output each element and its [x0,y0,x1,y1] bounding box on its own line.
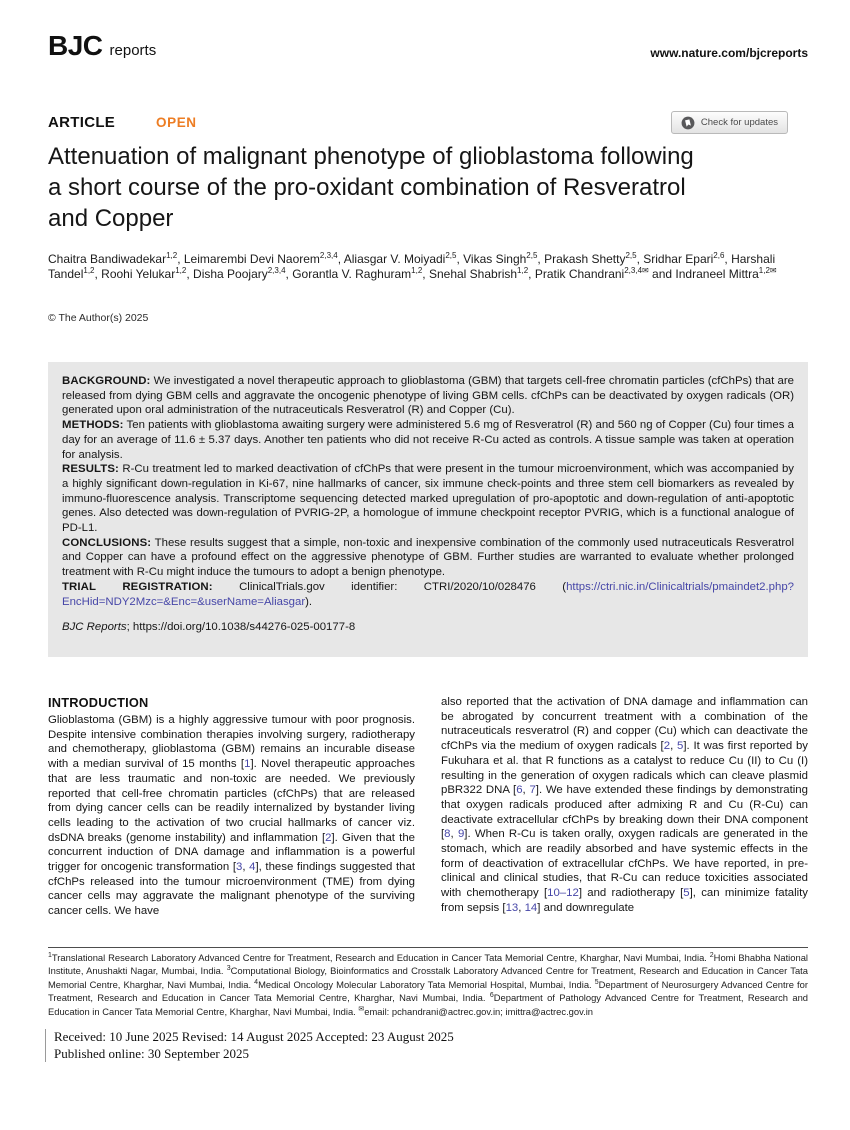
citation-link[interactable]: 10–12 [547,887,579,900]
author-list: Chaitra Bandiwadekar$^{1,2}$, Leimarembi Devi Naorem$^{2,3,4}$, Aliasgar V. Moiyadi$^{2,5}$, Vikas Singh$^{2,5}$, Prakash Shetty$^{2,5}$, Sridhar Epari$^{2,6}$, Harshali Tandel$^{1,2}$, Roohi Yelukar$^{1,2}$, Disha Poojary$^{2,3,4}$, Gorantla V. Raghuram$^{1,2}$, Snehal Shabrish$^{1,2}$, Pratik Chandrani$^{2,3,4✉}$ and Indraneel Mittra$^{1,2✉}$ [48,251,777,281]
abstract-section [62,374,794,418]
citation-link[interactable]: 5 [683,887,690,900]
citation-link[interactable]: 5 [677,740,684,753]
author-affiliation-sup: 1,2 [411,266,423,275]
author-name: Roohi Yelukar [101,267,176,281]
citation-line [62,620,794,635]
introduction-section [48,695,808,919]
text-segment: ], can minimize fatality from sepsis [ [441,887,808,914]
text-segment: ]. We have extended these findings by demonstrating that oxygen radicals produced after admixing R and Cu (R-Cu) can deactivate extracellular cfChPs by breaking down their DNA component [ [441,784,808,841]
text-segment: These results suggest that a simple, non-toxic and inexpensive combination of the commonly used nutraceuticals Resveratrol and Copper can have a profound effect on the aggressive phenotype of GBM. Further studies are warranted to evaluate whether prolonged treatment with R-Cu might induce the tumours to adopt a benign phenotype. [62,536,794,579]
citation-link[interactable]: 13 [505,901,519,914]
citation-link[interactable]: https://ctri.nic.in/Clinicaltrials/pmaindet2.php?EncHid=NDY2Mzc=&Enc=&userName=Aliasgar [62,580,794,608]
footnote-divider [48,947,808,948]
author-affiliation-sup: 1,2 [175,266,187,275]
email-icon[interactable]: ✉ [642,266,649,275]
text-segment: , [450,828,458,841]
text-segment: ). [305,595,313,608]
abstract-section-label: BACKGROUND: [62,375,151,387]
text-segment: ]. When R-Cu is taken orally, oxygen radicals are generated in the stomach, which are readily absorbed and have systemic effects in the form of deactivation of extracellular cfChPs. We have reported, in pre-clinical and clinical studies, that R-Cu can reduce toxicities associated with chemotherapy [ [441,828,808,900]
superscript: 6 [489,992,494,1000]
dates-block [45,1029,454,1062]
author-affiliation-sup: 2,6 [713,251,725,260]
author-affiliation-sup: 2,5 [526,251,538,260]
superscript: 4 [254,978,259,986]
text-segment: Homi Bhabha National Institute, Anushakti Nagar, Mumbai, India. [48,952,808,977]
title-line: a short course of the pro-oxidant combination of Resveratrol [48,174,686,201]
author-affiliation-sup: 2,5 [625,251,637,260]
intro-paragraph-left [48,713,415,919]
check-updates-label: Check for updates [700,117,778,128]
author-name: Prakash Shetty [544,252,626,266]
citation-link[interactable]: 3 [235,861,243,874]
abstract-section [62,536,794,580]
copyright-notice: © The Author(s) 2025 [48,312,149,324]
site-url-link[interactable]: www.nature.com/bjcreports [650,46,808,60]
crossmark-icon [681,116,695,130]
published-date: Published online: 30 September 2025 [54,1045,249,1061]
author-name: Gorantla V. Raghuram [292,267,412,281]
text-segment: ]. It was first reported by Fukuhara et al. that R functions as a catalyst to reduce Cu (II) to Cu (I) resulting in the generation of oxygen radicals which can cleave plasmid pBR322 DNA [ [441,740,808,797]
abstract-section [62,418,794,462]
intro-left-column [48,695,415,919]
author-affiliation-sup: 2,3,4 [624,266,643,275]
author-affiliation-sup: 1,2 [758,266,770,275]
journal-logo [48,30,156,62]
email-icon[interactable]: ✉ [769,266,777,275]
author-name: Harshali Tandel [48,252,776,281]
superscript: 3 [226,965,231,973]
intro-right-column [441,695,808,919]
citation-link[interactable]: 4 [249,861,256,874]
author-name: Sridhar Epari [643,252,714,266]
text-segment: Computational Biology, Bioinformatics and Crosstalk Laboratory Advanced Centre for Treatment, Research and Education in Cancer Tata Memorial Centre, Kharghar, Navi Mumbai, India. [48,965,808,990]
email-icon: ✉ [358,1005,365,1013]
affiliation-footnotes [48,951,808,1018]
author-name: Disha Poojary [193,267,268,281]
abstract-sections [62,374,794,609]
abstract-box [48,362,808,657]
author-affiliation-sup: 1,2 [166,251,178,260]
logo-bjc-text: BJC [48,30,103,61]
text-segment: ; [500,1005,506,1017]
introduction-heading: INTRODUCTION [48,695,149,710]
article-type-label: ARTICLE [48,114,116,131]
superscript: 1 [48,951,52,959]
text-segment: ] and radiotherapy [ [578,887,684,900]
title-line: Attenuation of malignant phenotype of glioblastoma following [48,143,694,170]
email-link[interactable]: pchandrani@actrec.gov.in [391,1005,501,1017]
citation-link[interactable]: 6 [516,784,523,797]
text-segment: ], these findings suggested that cfChPs released into the tumour microenvironment (TME) from dying cancer cells may aggravate the malignant phenotype of the surviving cancer cells. We have [48,861,415,918]
text-segment: ]. Novel therapeutic approaches that are less traumatic and non-toxic are needed. We previously reported that cell-free chromatin particles (cfChPs) that are released from dying cancer cells can be readily internalized by bystander living cells leading to the activation of two crucial hallmarks of cancer viz. dsDNA breaks (genome instability) and inflammation [ [48,758,415,844]
author-name: Leimarembi Devi Naorem [183,252,320,266]
text-segment: Glioblastoma (GBM) is a highly aggressive tumour with poor prognosis. Despite intensive combination therapies involving surgery, radiotherapy and chemotherapy, glioblastoma (GBM) remains an incurable disease with a median survival of 15 months [ [48,714,415,771]
citation-link[interactable]: 8 [444,828,451,841]
text-segment: , [522,784,530,797]
article-title [48,141,694,234]
author-name: Snehal Shabrish [428,267,518,281]
citation-link[interactable]: 14 [524,901,538,914]
text-segment: Department of Pathology Advanced Centre for Treatment, Research and Education in Cancer Tata Memorial Centre, Kharghar, Navi Mumbai, India. [48,992,809,1017]
title-line: and Copper [48,205,174,232]
abstract-section-label: RESULTS: [62,463,119,476]
citation-link[interactable]: 9 [457,828,465,841]
text-segment: ] and downregulate [537,901,635,914]
text-segment: R-Cu treatment led to marked deactivation of cfChPs that were present in the tumour microenvironment, which was accompanied by a highly significant down-regulation in Ki-67, nine hallmarks of cancer, six immune check-points and three stem cell biomarkers as revealed by immuno-fluorescence analysis. Transcriptome sequencing detected marked upregulation of pro-apoptotic and down-regulation of anti-apoptotic genes. Also detected was down-regulation of PVRIG-2P, a homologue of immune checkpoint receptor PVRIG, which is a functional analogue of PD-L1. [62,463,795,535]
author-name: Pratik Chandrani [534,267,625,281]
text-segment: Translational Research Laboratory Advanced Centre for Treatment, Research and Education in Cancer Tata Memorial Centre, Kharghar, Navi Mumbai, India. [51,952,710,963]
author-affiliation-sup: 2,3,4 [319,251,338,260]
author-name: Indraneel Mittra [675,267,759,281]
author-name: Aliasgar V. Moiyadi [343,252,446,266]
superscript: 2 [709,951,714,959]
superscript: 5 [594,978,599,986]
abstract-section [62,462,794,536]
abstract-section-label: CONCLUSIONS: [62,536,152,549]
received-dates: Received: 10 June 2025 Revised: 14 August 2025 Accepted: 23 August 2025 [54,1029,454,1044]
author-affiliation-sup: 2,3,4 [267,266,286,275]
text-segment: also reported that the activation of DNA damage and inflammation can be abrogated by concurrent treatment with a combination of the nutraceuticals resveratrol (R) and copper (Cu) which can deactivate the cfChPs via the medium of oxygen radicals [ [441,696,808,753]
text-segment: , [518,901,525,914]
text-segment: email: [364,1005,392,1017]
check-for-updates-button[interactable] [671,111,788,134]
author-affiliation-sup: 1,2 [517,266,529,275]
citation-link[interactable]: 1 [244,758,251,771]
text-segment: Medical Oncology Molecular Laboratory Tata Memorial Hospital, Mumbai, India. [258,978,595,990]
citation-link[interactable]: 2 [663,740,671,753]
open-access-label: OPEN [156,115,197,130]
text-segment: BJC Reports [62,621,127,634]
abstract-section [62,580,794,609]
abstract-section-label: METHODS: [62,419,124,432]
intro-paragraph-right [441,695,808,916]
text-segment: Ten patients with glioblastoma awaiting surgery were administered 5.6 mg of Resveratrol (R) and 560 ng of Copper (Cu) four times a day for an average of 11.6 ± 5.37 days. Another ten patients who did not receive R-Cu acted as controls. A tissue sample was taken at operation for analysis. [62,419,794,461]
text-segment: ; https://doi.org/10.1038/s44276-025-00177-8 [126,621,356,634]
text-segment: ]. Given that the concurrent induction of DNA damage and inflammation is a powerful trigger for oncogenic transformation [ [48,831,416,874]
email-link[interactable]: imittra@actrec.gov.in [505,1005,593,1017]
author-name: Chaitra Bandiwadekar [48,252,167,266]
text-segment: We investigated a novel therapeutic approach to glioblastoma (GBM) that targets cell-free chromatin particles (cfChPs) that are released from dying GBM cells and aggravate the oncogenic phenotype of living GBM cells. cfChPs can be deactivated by oxygen radicals (OR) generated upon oral administration of the nutraceuticals Resveratrol (R) and Copper (Cu). [62,375,794,417]
author-affiliation-sup: 1,2 [83,266,95,275]
citation-link[interactable]: 7 [529,784,536,797]
logo-reports-text: reports [109,42,157,59]
citation-link[interactable]: 2 [325,831,332,844]
author-affiliation-sup: 2,5 [445,251,457,260]
text-segment: ClinicalTrials.gov identifier: CTRI/2020/10/028476 ( [239,580,567,593]
text-segment: , [670,740,678,753]
text-segment: , [242,861,250,874]
text-segment: Department of Neurosurgery Advanced Centre for Treatment, Research and Education in Cancer Tata Memorial Centre, Kharghar, Navi Mumbai, India. [48,978,808,1004]
abstract-section-label: TRIAL REGISTRATION: [62,580,213,593]
author-name: Vikas Singh [463,252,527,266]
